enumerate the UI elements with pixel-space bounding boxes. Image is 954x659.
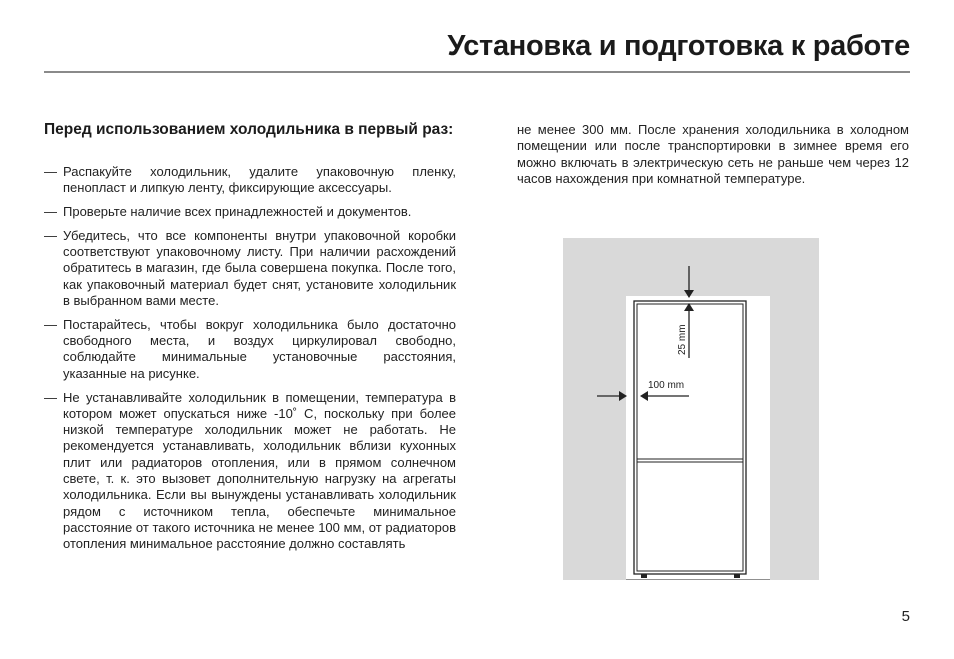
refrigerator-body xyxy=(634,301,746,574)
continuation-text: не менее 300 мм. После хранения холодильника в холодном помещении или после транспортировки в зимнее время его можно включать в электрическую сеть не раньше чем через 12 часов нахождения при комнатной температуре. xyxy=(517,122,909,186)
refrigerator-foot xyxy=(641,574,647,578)
list-item-text: Постарайтесь, чтобы вокруг холодильника было достаточно свободного места, и воздух циркулировал свободно, соблюдайте минимальные установочные расстояния, указанные на рисунке. xyxy=(63,316,456,381)
list-item-text: Проверьте наличие всех принадлежностей и документов. xyxy=(63,204,412,220)
top-clearance-label: 25 mm xyxy=(677,324,688,355)
instructions-list xyxy=(44,164,456,560)
list-dash: — xyxy=(44,389,57,405)
side-clearance-label: 100 mm xyxy=(648,380,685,391)
installation-clearance-figure xyxy=(563,238,819,580)
title-divider xyxy=(44,71,910,73)
list-dash: — xyxy=(44,227,57,243)
section-heading: Перед использованием холодильника в первый раз: xyxy=(44,121,454,138)
list-item-text: Не устанавливайте холодильник в помещении, температура в котором может опускаться ниже -10˚ С, поскольку при более низкой температуре холодильник может не работать. Не рекомендуется устанавливать, холодильник вблизи кухонных плит или радиаторов отопления, или в прямом солнечном свете, т. к. это вызовет дополнительную нагрузку на агрегаты холодильника. Если вы вынуждены устанавливать холодильник рядом с источником тепла, обеспечьте минимальное расстояние от такого источника не менее 100 мм, от радиаторов отопления минимальное расстояние должно составлять xyxy=(63,389,456,552)
list-item-text: Убедитесь, что все компоненты внутри упаковочной коробки соответствуют упаковочному листу. При наличии расхождений обратитесь в магазин, где была совершена покупка. После того, как упаковочный материал будет снят, установите холодильник в выбранном вами месте. xyxy=(63,227,456,309)
refrigerator-foot xyxy=(734,574,740,578)
clearance-diagram xyxy=(563,238,819,580)
list-item xyxy=(44,228,456,309)
list-item xyxy=(44,317,456,382)
list-dash: — xyxy=(44,204,57,220)
list-dash: — xyxy=(44,316,57,332)
list-item-text: Распакуйте холодильник, удалите упаковочную пленку, пенопласт и липкую ленту, фиксирующие аксессуары. xyxy=(63,164,456,196)
list-item xyxy=(44,204,456,220)
list-item xyxy=(44,164,456,197)
page-title: Установка и подготовка к работе xyxy=(447,30,910,62)
list-item xyxy=(44,390,456,553)
list-dash: — xyxy=(44,164,57,179)
page-number: 5 xyxy=(901,608,910,625)
